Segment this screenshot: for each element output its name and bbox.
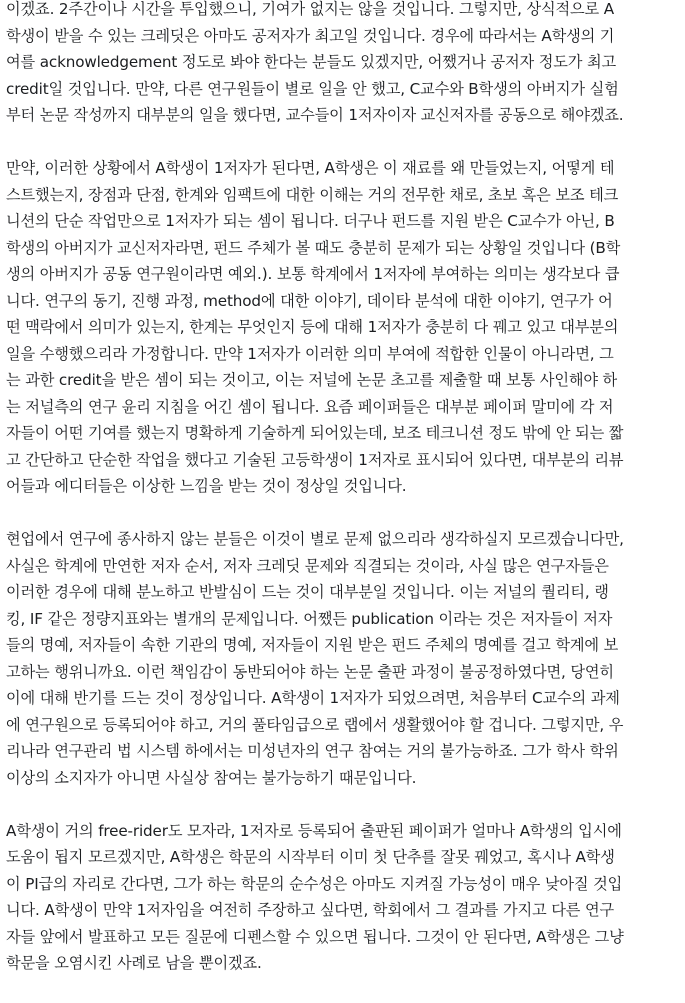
text-line: 일을 수행했으리라 가정합니다. 만약 1저자가 이러한 의미 부여에 적합한 인물이 아니라면, 그: [6, 344, 614, 363]
post-body: [6, 0, 679, 1003]
text-line: 학생의 아버지가 교신저자라면, 펀드 주체가 볼 때도 충분히 문제가 되는 상황일 것입니다 (B학: [6, 238, 621, 257]
text-line: 학생이 받을 수 있는 크레딧은 아마도 공저자가 최고일 것입니다. 경우에 따라서는 A학생의 기: [6, 26, 615, 45]
text-line: 떤 맥락에서 의미가 있는지, 한계는 무엇인지 등에 대해 1저자가 충분히 다 꿰고 있고 대부분의: [6, 318, 619, 336]
text-line: credit일 것입니다. 만약, 다른 연구원들이 별로 일을 안 했고, C교수와 B학생의 아버지가 실험: [6, 79, 619, 98]
paragraph: [6, 155, 679, 500]
text-line: 킹, IF 같은 정량지표와는 별개의 문제입니다. 어쨌든 publication 이라는 것은 저자들이 저자: [6, 609, 613, 628]
text-line: 부터 논문 작성까지 대부분의 일을 했다면, 교수들이 1저자이자 교신저자를 공동으로 해야겠죠.: [6, 106, 624, 124]
text-line: 에 연구원으로 등록되어야 하고, 거의 풀타임급으로 랩에서 생활했어야 할 겁니다. 그렇지만, 우: [6, 715, 624, 734]
text-line: 들의 명예, 저자들이 속한 기관의 명예, 저자들이 지원 받은 펀드 주체의 명예를 걸고 학계에 보: [6, 636, 619, 654]
text-line: 니다. 연구의 동기, 진행 과정, method에 대한 이야기, 데이타 분석에 대한 이야기, 연구가 어: [6, 291, 613, 310]
text-line: 사실은 학계에 만연한 저자 순서, 저자 크레딧 문제와 직결되는 것이라, 사실 많은 연구자들은: [6, 556, 609, 575]
text-line: A학생이 거의 free-rider도 모자라, 1저자로 등록되어 출판된 페이퍼가 얼마나 A학생의 입시에: [6, 821, 622, 840]
text-line: 니다. A학생이 만약 1저자임을 여전히 주장하고 싶다면, 학회에서 그 결과를 가지고 다른 연구: [6, 901, 615, 919]
text-line: 이 PI급의 자리로 간다면, 그가 하는 학문의 순수성은 아마도 지켜질 가능성이 매우 낮아질 것입: [6, 874, 623, 893]
text-line: 는 저널측의 연구 윤리 지침을 어긴 셈이 됩니다. 요즘 페이퍼들은 대부분 페이퍼 말미에 각 저: [6, 397, 614, 416]
text-line: 어들과 에디터들은 이상한 느낌을 받는 것이 정상일 것입니다.: [6, 477, 407, 495]
text-line: 스트했는지, 장점과 단점, 한계와 임팩트에 대한 이해는 거의 전무한 채로, 초보 혹은 보조 테크: [6, 185, 619, 204]
text-line: 학문을 오염시킨 사례로 남을 뿐이겠죠.: [6, 954, 262, 972]
text-line: 이겠죠. 2주간이나 시간을 투입했으니, 기여가 없지는 않을 것입니다. 그렇지만, 상식적으로 A: [6, 0, 615, 18]
text-line: 고 간단하고 단순한 작업을 했다고 기술된 고등학생이 1저자로 표시되어 있다면, 대부분의 리뷰: [6, 450, 624, 469]
text-line: 도움이 됩지 모르겠지만, A학생은 학문의 시작부터 이미 첫 단추를 잘못 꿰었고, 혹시나 A학생: [6, 848, 615, 866]
paragraph: [6, 0, 679, 129]
paragraph: [6, 818, 679, 977]
text-line: 고하는 행위니까요. 이런 책임감이 동반되어야 하는 논문 출판 과정이 불공정하였다면, 당연히: [6, 662, 614, 681]
text-line: 이상의 소지자가 아니면 사실상 참여는 불가능하기 때문입니다.: [6, 768, 417, 787]
text-line: 이에 대해 반기를 드는 것이 정상입니다. A학생이 1저자가 되었으려면, 처음부터 C교수의 과제: [6, 689, 620, 707]
text-line: 생의 아버지가 공동 연구원이라면 예외.). 보통 학계에서 1저자에 부여하는 의미는 생각보다 큽: [6, 265, 620, 283]
paragraph: [6, 526, 679, 791]
text-line: 자들 앞에서 발표하고 모든 질문에 디펜스할 수 있으면 됩니다. 그것이 안 된다면, A학생은 그냥: [6, 927, 624, 946]
text-line: 자들이 어떤 기여를 했는지 명확하게 기술하게 되어있는데, 보조 테크니션 정도 밖에 안 되는 짧: [6, 424, 624, 442]
text-line: 니션의 단순 작업만으로 1저자가 되는 셈이 됩니다. 더구나 펀드를 지원 받은 C교수가 아닌, B: [6, 212, 615, 230]
text-line: 여를 acknowledgement 정도로 봐야 한다는 분들도 있겠지만, 어쨌거나 공저자 정도가 최고: [6, 53, 617, 71]
text-line: 현업에서 연구에 종사하지 않는 분들은 이것이 별로 문제 없으리라 생각하실지 모르겠습니다만,: [6, 530, 624, 548]
text-line: 리나라 연구관리 법 시스템 하에서는 미성년자의 연구 참여는 거의 불가능하죠. 그가 학사 학위: [6, 742, 619, 760]
text-line: 는 과한 credit을 받은 셈이 되는 것이고, 이는 저널에 논문 초고를 제출할 때 보통 사인해야 하: [6, 371, 618, 389]
text-line: 이러한 경우에 대해 분노하고 반발심이 드는 것이 대부분일 것입니다. 이는 저널의 퀄리티, 랭: [6, 583, 609, 601]
text-line: 만약, 이러한 상황에서 A학생이 1저자가 된다면, A학생은 이 재료를 왜 만들었는지, 어떻게 테: [6, 159, 615, 177]
